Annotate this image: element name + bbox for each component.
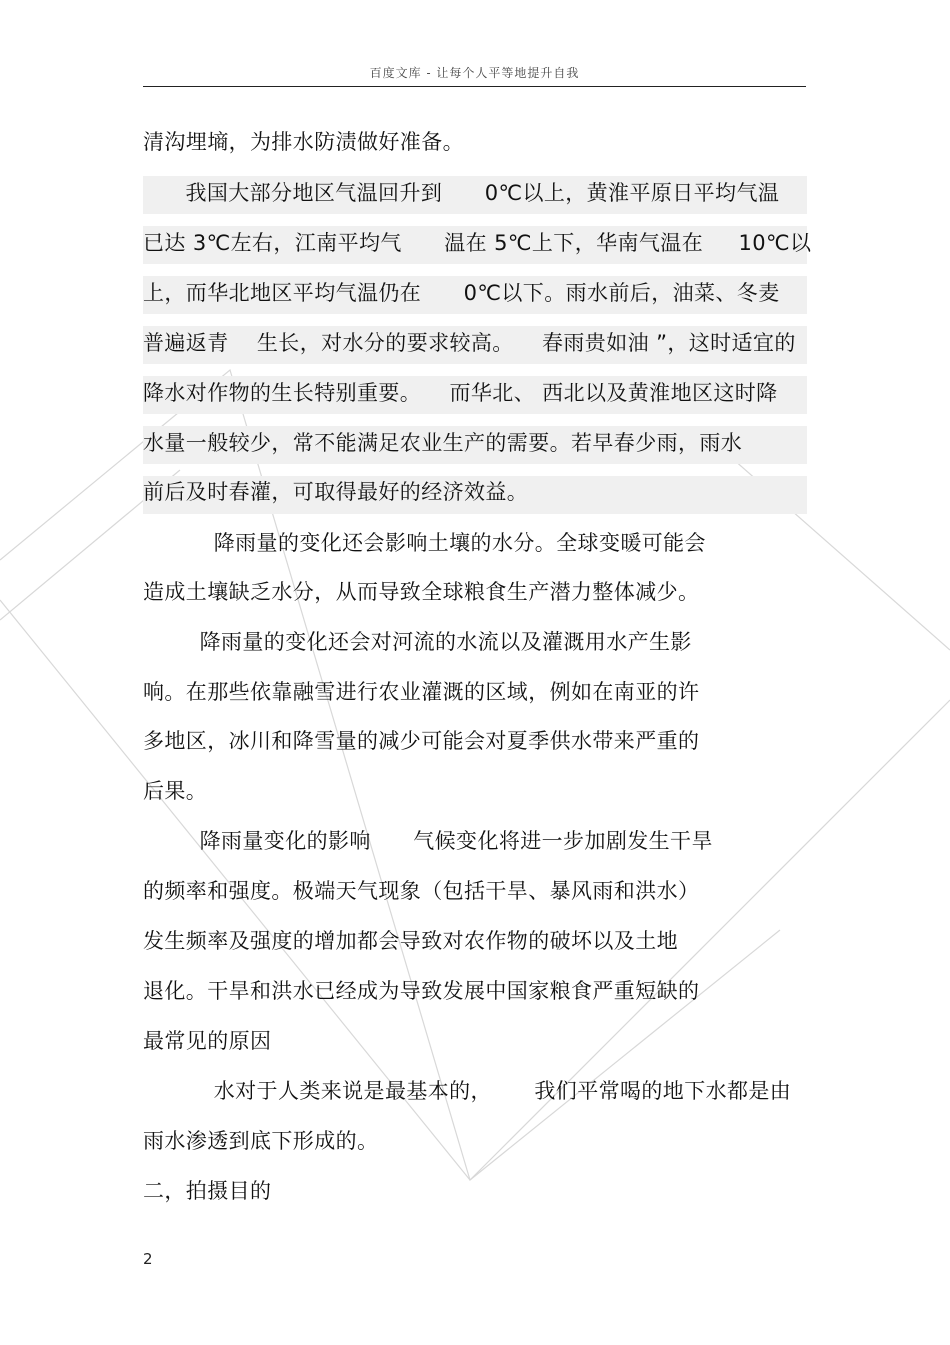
- text-line: 响。在那些依靠融雪进行农业灌溉的区域，例如在南亚的许: [143, 680, 700, 704]
- text-line: 多地区，冰川和降雪量的减少可能会对夏季供水带来严重的: [143, 729, 700, 753]
- header-divider: [143, 86, 806, 87]
- text-line: 最常见的原因: [143, 1029, 272, 1053]
- text-line: 的频率和强度。极端天气现象（包括干旱、暴风雨和洪水）: [143, 879, 700, 903]
- text-line: 水对于人类来说是最基本的， 我们平常喝的地下水都是由: [143, 1079, 792, 1103]
- page-header: 百度文库 - 让每个人平等地提升自我: [369, 66, 580, 80]
- text-line: 普遍返青 生长，对水分的要求较高。 春雨贵如油 ”，这时适宜的: [143, 331, 796, 355]
- section-heading: 二，拍摄目的: [143, 1179, 272, 1203]
- text-line: 发生频率及强度的增加都会导致对农作物的破坏以及土地: [143, 929, 678, 953]
- text-line: 水量一般较少，常不能满足农业生产的需要。若早春少雨，雨水: [143, 431, 743, 455]
- text-line: 降水对作物的生长特别重要。 而华北、 西北以及黄淮地区这时降: [143, 381, 778, 405]
- text-line: 已达 3℃左右，江南平均气 温在 5℃上下，华南气温在 10℃以: [143, 231, 812, 255]
- text-line: 降雨量的变化还会对河流的水流以及灌溉用水产生影: [143, 630, 692, 654]
- text-line: 后果。: [143, 779, 208, 803]
- page-number: 2: [143, 1250, 153, 1268]
- text-line: 雨水渗透到底下形成的。: [143, 1129, 379, 1153]
- text-line: 造成土壤缺乏水分，从而导致全球粮食生产潜力整体减少。: [143, 580, 700, 604]
- text-line: 上，而华北地区平均气温仍在 0℃以下。雨水前后，油菜、冬麦: [143, 281, 780, 305]
- text-line: 降雨量的变化还会影响土壤的水分。全球变暖可能会: [143, 531, 706, 555]
- text-line: 我国大部分地区气温回升到 0℃以上，黄淮平原日平均气温: [143, 181, 780, 205]
- text-line: 前后及时春灌，可取得最好的经济效益。: [143, 480, 529, 504]
- text-line: 降雨量变化的影响 气候变化将进一步加剧发生干旱: [143, 829, 713, 853]
- text-line: 退化。干旱和洪水已经成为导致发展中国家粮食严重短缺的: [143, 979, 700, 1003]
- text-line: 清沟埋墒，为排水防渍做好准备。: [143, 130, 464, 154]
